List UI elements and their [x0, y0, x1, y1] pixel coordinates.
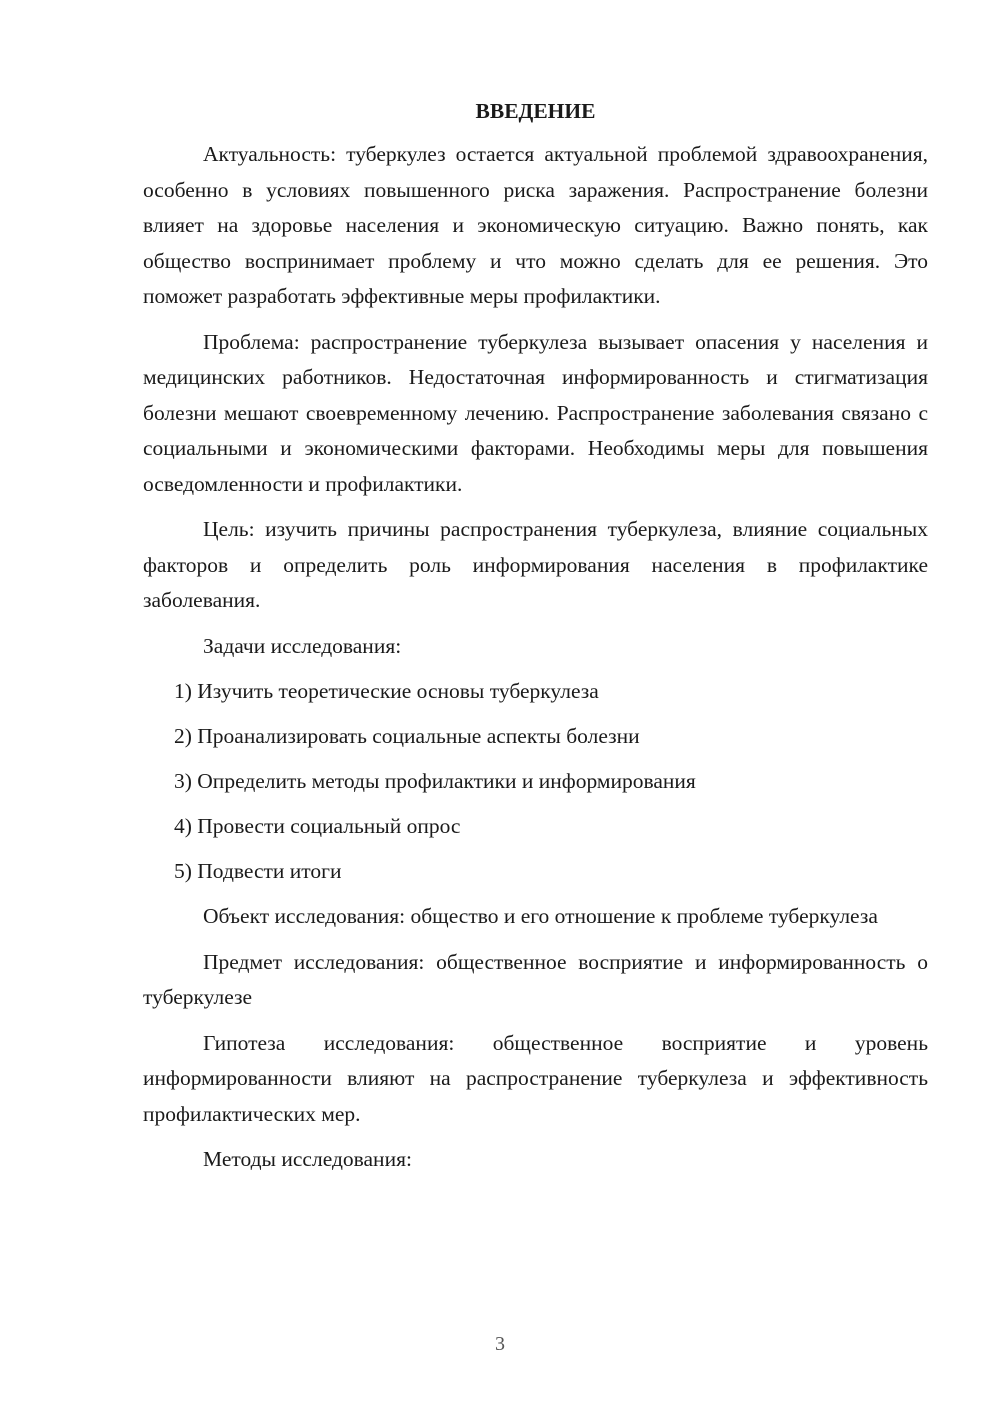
paragraph-problem: Проблема: распространение туберкулеза вызывает опасения у населения и медицинских работников. Недостаточная информированность и стигматизация болезни мешают своевременному лечению. Распространение заболевания связано с социальными и экономическими факторами. Необходимы меры для повышения осведомленности и профилактики.	[143, 329, 928, 496]
list-item: 2) Проанализировать социальные аспекты болезни	[174, 723, 640, 748]
tasks-list	[143, 674, 928, 890]
page-number: 3	[495, 1333, 505, 1355]
paragraph-hypothesis: Гипотеза исследования: общественное восприятие и уровень информированности влияют на распространение туберкулеза и эффективность профилактических мер.	[143, 1030, 928, 1126]
section-title: ВВЕДЕНИЕ	[475, 99, 596, 123]
paragraph-goal: Цель: изучить причины распространения туберкулеза, влияние социальных факторов и определить роль информирования населения в профилактике заболевания.	[143, 517, 928, 612]
document-page	[143, 96, 928, 1178]
list-item: 3) Определить методы профилактики и информирования	[174, 768, 696, 793]
list-item: 5) Подвести итоги	[174, 858, 342, 883]
paragraph-object: Объект исследования: общество и его отношение к проблеме туберкулеза	[203, 904, 878, 928]
list-item: 4) Провести социальный опрос	[174, 813, 461, 838]
tasks-heading: Задачи исследования:	[203, 633, 402, 658]
paragraph-relevance: Актуальность: туберкулез остается актуальной проблемой здравоохранения, особенно в условиях повышенного риска заражения. Распространение болезни влияет на здоровье населения и экономическую ситуацию. Важно понять, как общество воспринимает проблему и что можно сделать для ее решения. Это поможет разработать эффективные меры профилактики.	[143, 142, 928, 308]
paragraph-subject: Предмет исследования: общественное восприятие и информированность о туберкулезе	[143, 949, 928, 1009]
paragraph-methods: Методы исследования:	[203, 1147, 412, 1171]
list-item: 1) Изучить теоретические основы туберкулеза	[174, 678, 599, 703]
